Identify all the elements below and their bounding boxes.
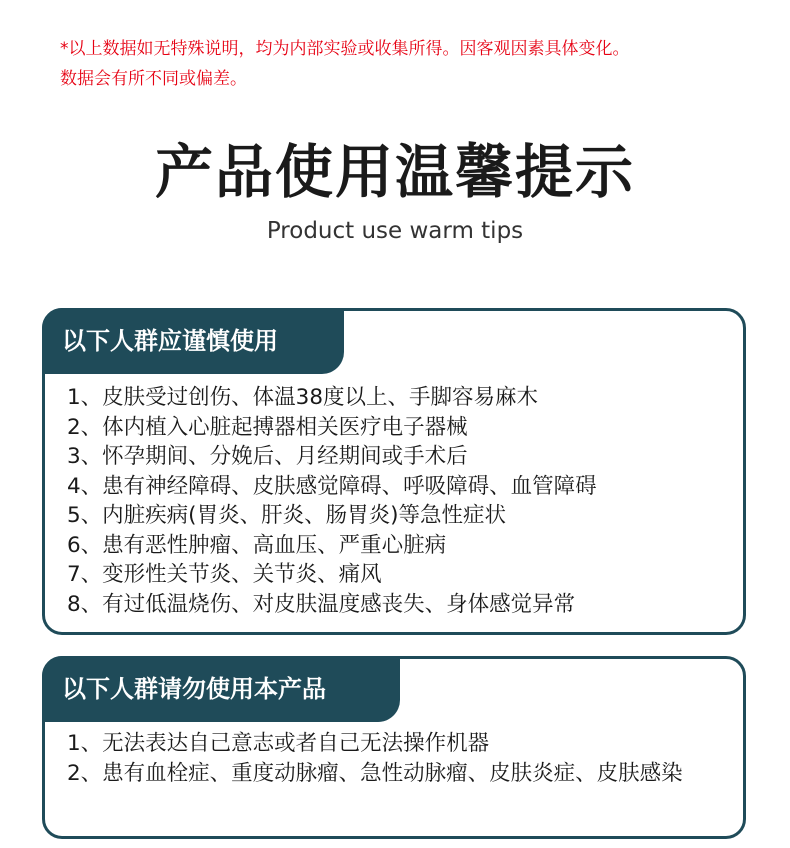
list-item: 8、有过低温烧伤、对皮肤温度感丧失、身体感觉异常	[67, 591, 576, 617]
list-item: 7、变形性关节炎、关节炎、痛风	[67, 562, 382, 587]
list-item: 2、体内植入心脏起搏器相关医疗电子器械	[67, 414, 468, 440]
prohibited-panel	[42, 656, 746, 839]
caution-list	[67, 383, 729, 619]
list-item: 4、患有神经障碍、皮肤感觉障碍、呼吸障碍、血管障碍	[67, 473, 597, 499]
prohibited-list	[67, 729, 729, 788]
disclaimer-note	[60, 34, 740, 94]
page-subtitle: Product use warm tips	[266, 218, 524, 244]
list-item: 6、患有恶性肿瘤、高血压、严重心脏病	[67, 532, 447, 558]
disclaimer-line-2: 数据会有所不同或偏差。	[60, 69, 247, 89]
list-item: 1、皮肤受过创伤、体温38度以上、手脚容易麻木	[67, 385, 539, 410]
page-title: 产品使用温馨提示	[154, 138, 635, 206]
list-item: 1、无法表达自己意志或者自己无法操作机器	[67, 731, 490, 756]
disclaimer-line-1: *以上数据如无特殊说明，均为内部实验或收集所得。因客观因素具体变化。	[60, 39, 630, 59]
caution-panel	[42, 308, 746, 635]
list-item: 3、怀孕期间、分娩后、月经期间或手术后	[67, 444, 468, 469]
caution-panel-title: 以下人群应谨慎使用	[42, 308, 344, 374]
list-item: 5、内脏疾病(胃炎、肝炎、肠胃炎)等急性症状	[67, 503, 506, 528]
list-item: 2、患有血栓症、重度动脉瘤、急性动脉瘤、皮肤炎症、皮肤感染	[67, 760, 683, 786]
prohibited-panel-title: 以下人群请勿使用本产品	[42, 656, 400, 722]
